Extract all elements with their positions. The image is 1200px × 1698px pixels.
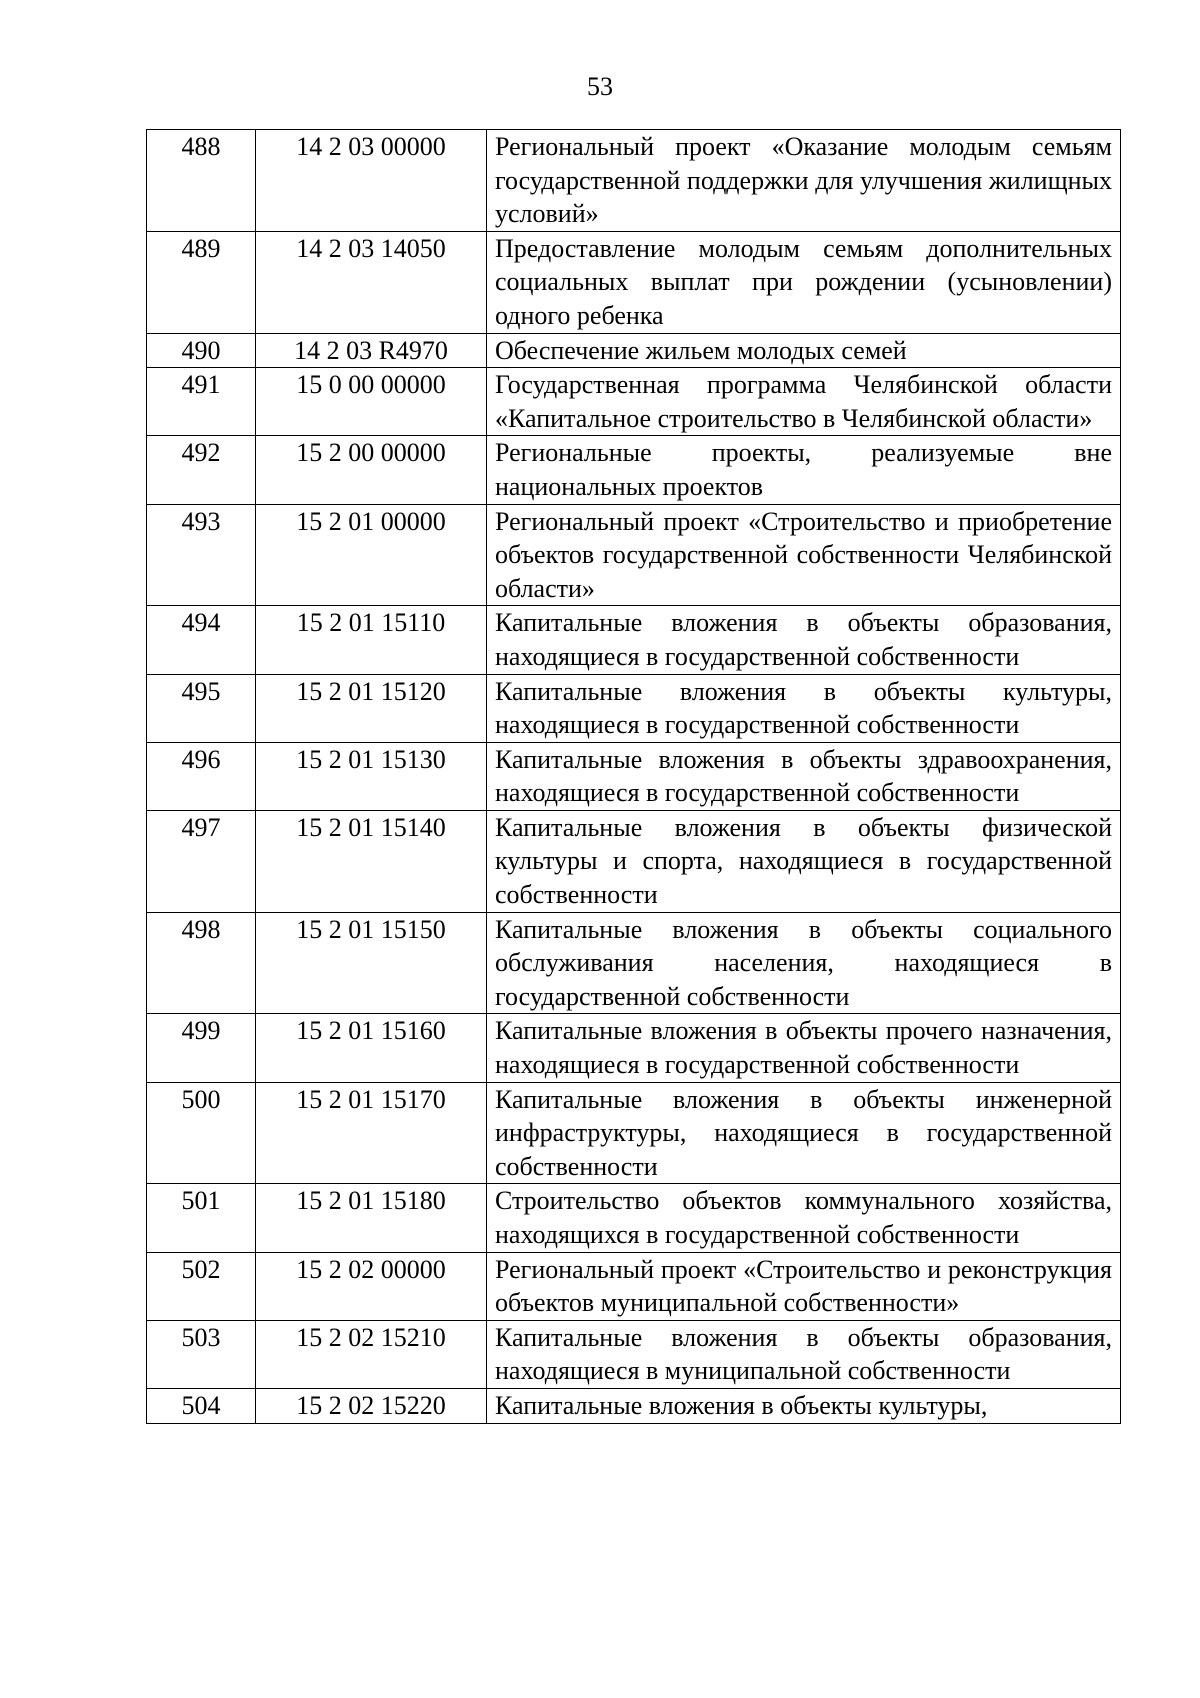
table-row (147, 810, 1121, 912)
classification-code-cell: 15 2 01 15110 (256, 606, 487, 674)
table-row (147, 1252, 1121, 1320)
item-name-cell: Региональный проект «Строительство и приобретение объектов государственной собственности Челябинской области» (487, 504, 1121, 606)
table-row (147, 504, 1121, 606)
table-row (147, 231, 1121, 333)
item-name-cell: Региональный проект «Оказание молодым семьям государственной поддержки для улучшения жилищных условий» (487, 130, 1121, 232)
page-number: 53 (587, 72, 613, 101)
item-name-cell: Обеспечение жильем молодых семей (487, 333, 1121, 368)
row-number-cell: 502 (147, 1252, 256, 1320)
row-number-cell: 490 (147, 333, 256, 368)
item-name-cell: Капитальные вложения в объекты социального обслуживания населения, находящиеся в государственной собственности (487, 912, 1121, 1014)
row-number-cell: 489 (147, 231, 256, 333)
budget-classification-table (146, 129, 1121, 1424)
item-name-cell: Предоставление молодым семьям дополнительных социальных выплат при рождении (усыновлении) одного ребенка (487, 231, 1121, 333)
row-number-cell: 496 (147, 742, 256, 810)
table-row (147, 1014, 1121, 1082)
classification-code-cell: 15 2 01 15180 (256, 1184, 487, 1252)
classification-code-cell: 15 2 01 15170 (256, 1082, 487, 1184)
item-name-cell: Капитальные вложения в объекты культуры, находящиеся в государственной собственности (487, 674, 1121, 742)
row-number-cell: 492 (147, 436, 256, 504)
table-row (147, 333, 1121, 368)
classification-code-cell: 15 2 01 15150 (256, 912, 487, 1014)
classification-code-cell: 15 0 00 00000 (256, 368, 487, 436)
table-body (147, 130, 1121, 1424)
row-number-cell: 498 (147, 912, 256, 1014)
row-number-cell: 499 (147, 1014, 256, 1082)
classification-code-cell: 15 2 01 15130 (256, 742, 487, 810)
classification-code-cell: 15 2 02 00000 (256, 1252, 487, 1320)
row-number-cell: 503 (147, 1320, 256, 1388)
classification-code-cell: 14 2 03 00000 (256, 130, 487, 232)
item-name-cell: Капитальные вложения в объекты прочего назначения, находящиеся в государственной собственности (487, 1014, 1121, 1082)
item-name-cell: Капитальные вложения в объекты образования, находящиеся в государственной собственности (487, 606, 1121, 674)
classification-code-cell: 14 2 03 R4970 (256, 333, 487, 368)
classification-code-cell: 15 2 01 15140 (256, 810, 487, 912)
row-number-cell: 501 (147, 1184, 256, 1252)
row-number-cell: 491 (147, 368, 256, 436)
table-row (147, 674, 1121, 742)
table-row (147, 130, 1121, 232)
classification-code-cell: 15 2 02 15220 (256, 1388, 487, 1423)
row-number-cell: 493 (147, 504, 256, 606)
table-row (147, 606, 1121, 674)
row-number-cell: 494 (147, 606, 256, 674)
table-row (147, 436, 1121, 504)
table-row (147, 1082, 1121, 1184)
table-row (147, 912, 1121, 1014)
item-name-cell: Государственная программа Челябинской области «Капитальное строительство в Челябинской области» (487, 368, 1121, 436)
item-name-cell: Капитальные вложения в объекты инженерной инфраструктуры, находящиеся в государственной собственности (487, 1082, 1121, 1184)
row-number-cell: 497 (147, 810, 256, 912)
item-name-cell: Капитальные вложения в объекты культуры, (487, 1388, 1121, 1423)
row-number-cell: 488 (147, 130, 256, 232)
classification-code-cell: 15 2 00 00000 (256, 436, 487, 504)
row-number-cell: 504 (147, 1388, 256, 1423)
table-row (147, 1320, 1121, 1388)
classification-code-cell: 15 2 02 15210 (256, 1320, 487, 1388)
item-name-cell: Капитальные вложения в объекты образования, находящиеся в муниципальной собственности (487, 1320, 1121, 1388)
classification-code-cell: 15 2 01 00000 (256, 504, 487, 606)
table-row (147, 1388, 1121, 1423)
classification-code-cell: 15 2 01 15120 (256, 674, 487, 742)
row-number-cell: 495 (147, 674, 256, 742)
row-number-cell: 500 (147, 1082, 256, 1184)
table-row (147, 368, 1121, 436)
table-row (147, 742, 1121, 810)
classification-code-cell: 15 2 01 15160 (256, 1014, 487, 1082)
item-name-cell: Строительство объектов коммунального хозяйства, находящихся в государственной собственности (487, 1184, 1121, 1252)
table-row (147, 1184, 1121, 1252)
item-name-cell: Региональные проекты, реализуемые вне национальных проектов (487, 436, 1121, 504)
item-name-cell: Капитальные вложения в объекты здравоохранения, находящиеся в государственной собственности (487, 742, 1121, 810)
item-name-cell: Региональный проект «Строительство и реконструкция объектов муниципальной собственности» (487, 1252, 1121, 1320)
item-name-cell: Капитальные вложения в объекты физической культуры и спорта, находящиеся в государственной собственности (487, 810, 1121, 912)
classification-code-cell: 14 2 03 14050 (256, 231, 487, 333)
